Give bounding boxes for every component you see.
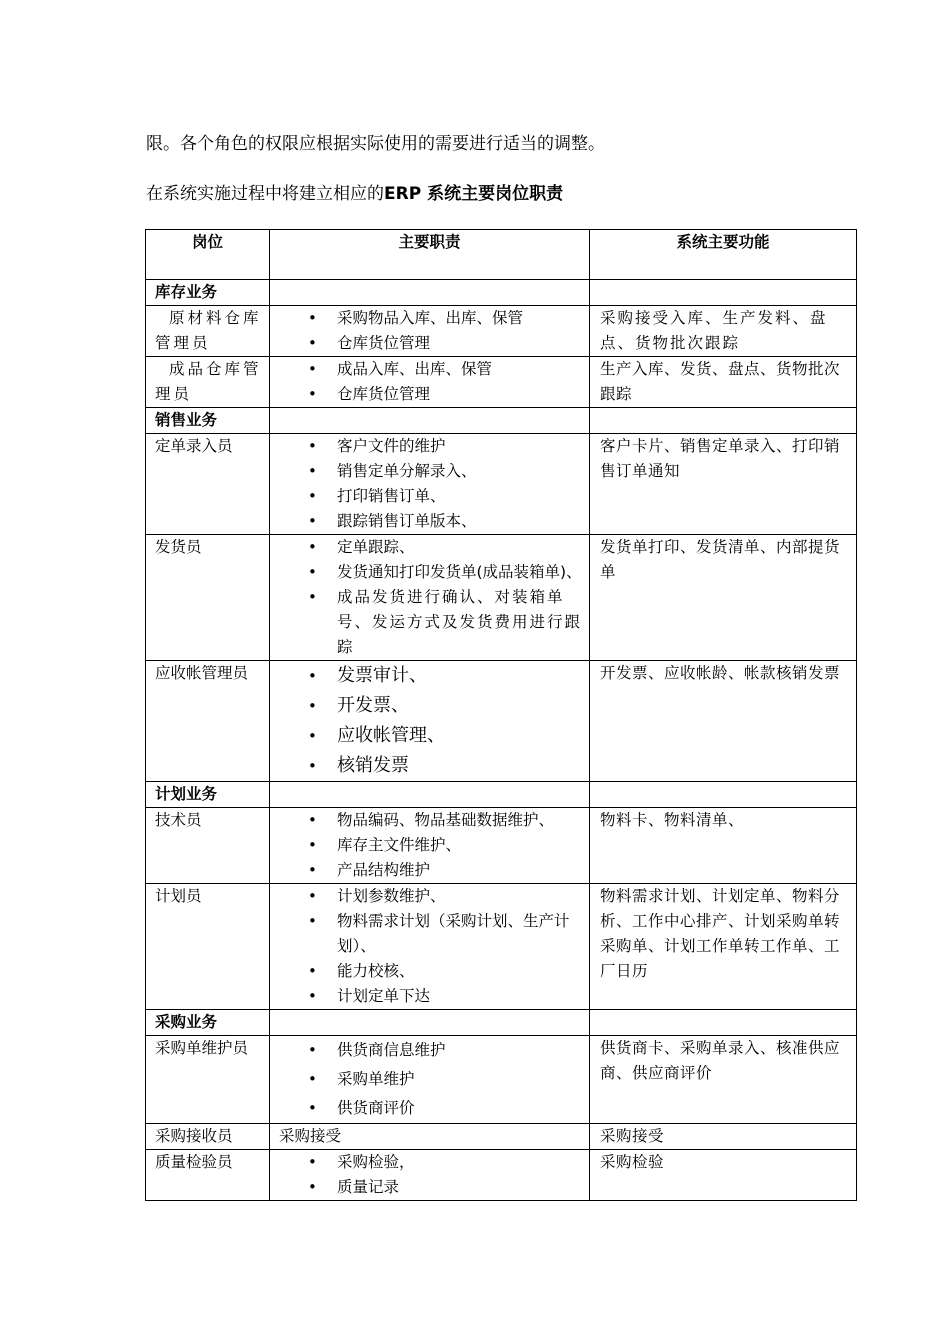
table-row [146,1150,857,1201]
duty-item: • 质量记录 [270,1175,583,1200]
duty-item: • 计划参数维护、 [270,884,583,909]
table-row [146,306,857,357]
duty-item: • 采购物品入库、出库、保管 [270,306,583,331]
functions-cell: 采购接受 [590,1124,857,1150]
role-cell: 技术员 [146,808,270,884]
role-cell: 质量检验员 [146,1150,270,1201]
duty-item: • 客户文件的维护 [270,434,583,459]
section-row [146,1010,857,1036]
duty-item: • 发货通知打印发货单(成品装箱单)、 [270,560,583,585]
functions-cell: 客户卡片、销售定单录入、打印销售订单通知 [590,434,857,535]
duty-item: • 采购单维护 [270,1065,583,1094]
role-cell: 采购接收员 [146,1124,270,1150]
duties-cell [270,535,590,661]
functions-cell: 物料需求计划、计划定单、物料分析、工作中心排产、计划采购单转采购单、计划工作单转工作单、工厂日历 [590,884,857,1010]
section-row [146,782,857,808]
duties-cell [270,434,590,535]
role-cell: 发货员 [146,535,270,661]
caption-text: 在系统实施过程中将建立相应的 [146,184,384,204]
functions-cell: 供货商卡、采购单录入、核准供应商、供应商评价 [590,1036,857,1124]
table-row [146,884,857,1010]
duty-item: • 采购检验， [270,1150,583,1175]
section-label: 采购业务 [146,1010,270,1036]
role-cell: 定单录入员 [146,434,270,535]
table-row [146,808,857,884]
duties-cell [270,808,590,884]
duty-item: • 能力校核、 [270,959,583,984]
duty-item: • 成品入库、出库、保管 [270,357,583,382]
duty-item: • 核销发票 [270,751,583,781]
header-functions: 系统主要功能 [590,230,857,280]
functions-cell: 采购检验 [590,1150,857,1201]
table-header-row [146,230,857,280]
duty-item: • 物料需求计划（采购计划、生产计划）、 [270,909,583,959]
duties-cell [270,357,590,408]
duties-cell [270,884,590,1010]
role-cell: 成品仓库管理员 [146,357,270,408]
table-row [146,535,857,661]
functions-cell: 发货单打印、发货清单、内部提货单 [590,535,857,661]
intro-paragraph: 限。各个角色的权限应根据实际使用的需要进行适当的调整。 [146,134,605,154]
section-row [146,408,857,434]
table-caption [146,183,563,205]
duty-item: • 仓库货位管理 [270,331,583,356]
duties-cell: 采购接受 [270,1124,590,1150]
duty-item: • 定单跟踪、 [270,535,583,560]
section-label: 库存业务 [146,280,270,306]
header-duties: 主要职责 [270,230,590,280]
role-cell: 计划员 [146,884,270,1010]
duty-item: • 供货商评价 [270,1094,583,1123]
duty-item: • 应收帐管理、 [270,721,583,751]
duty-item: • 计划定单下达 [270,984,583,1009]
role-cell: 原材料仓库管理员 [146,306,270,357]
duty-item: • 跟踪销售订单版本、 [270,509,583,534]
duties-cell [270,306,590,357]
duty-item: • 物品编码、物品基础数据维护、 [270,808,583,833]
functions-cell: 物料卡、物料清单、 [590,808,857,884]
duty-item: • 库存主文件维护、 [270,833,583,858]
section-row [146,280,857,306]
duty-item: • 发票审计、 [270,661,583,691]
section-label: 计划业务 [146,782,270,808]
duty-item: • 开发票、 [270,691,583,721]
duty-item: • 成品发货进行确认、对装箱单号、发运方式及发货费用进行跟踪 [270,585,583,660]
table-row [146,1036,857,1124]
section-label: 销售业务 [146,408,270,434]
duties-cell [270,1036,590,1124]
functions-cell: 采购接受入库、生产发料、盘点、货物批次跟踪 [590,306,857,357]
caption-bold: ERP 系统主要岗位职责 [384,184,564,204]
duty-item: • 销售定单分解录入、 [270,459,583,484]
duty-item: • 打印销售订单、 [270,484,583,509]
duties-cell [270,1150,590,1201]
role-cell: 采购单维护员 [146,1036,270,1124]
duty-item: • 产品结构维护 [270,858,583,883]
duty-item: • 仓库货位管理 [270,382,583,407]
erp-roles-table [145,229,857,1201]
table-row [146,434,857,535]
table-row [146,661,857,782]
duty-item: • 供货商信息维护 [270,1036,583,1065]
table-row [146,357,857,408]
duties-cell [270,661,590,782]
functions-cell: 生产入库、发货、盘点、货物批次跟踪 [590,357,857,408]
header-position: 岗位 [146,230,270,280]
table-row [146,1124,857,1150]
role-cell: 应收帐管理员 [146,661,270,782]
functions-cell: 开发票、应收帐龄、帐款核销发票 [590,661,857,782]
